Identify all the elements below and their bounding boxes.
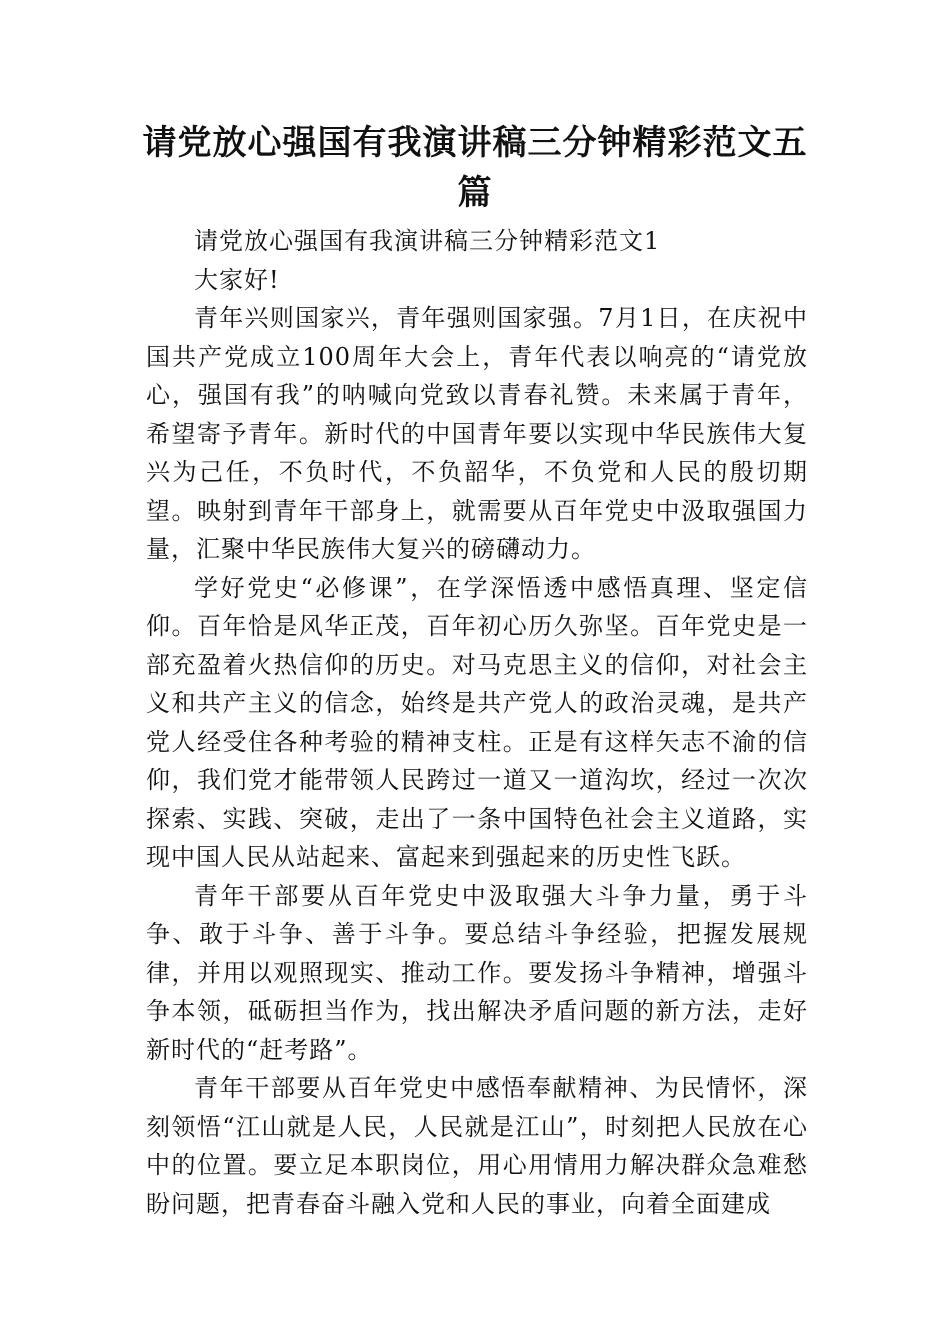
paragraph: 青年干部要从百年党史中汲取强大斗争力量，勇于斗争、敢于斗争、善于斗争。要总结斗争经验，把握发展规律，并用以观照现实、推动工作。要发扬斗争精神，增强斗争本领，砥砺担当作为，找出解决矛盾问题的新方法，走好新时代的“赶考路”。 xyxy=(146,881,808,1064)
document-subtitle: 请党放心强国有我演讲稿三分钟精彩范文1 xyxy=(194,227,661,255)
greeting-line: 大家好! xyxy=(194,265,280,294)
paragraph: 青年兴则国家兴，青年强则国家强。7月1日，在庆祝中国共产党成立100周年大会上，青年代表以响亮的“请党放心，强国有我”的呐喊向党致以青春礼赞。未来属于青年，希望寄予青年。新时代的中国青年要以实现中华民族伟大复兴为己任，不负时代，不负韶华，不负党和人民的殷切期望。映射到青年干部身上，就需要从百年党史中汲取强国力量，汇聚中华民族伟大复兴的磅礴动力。 xyxy=(146,304,808,563)
document-title: 请党放心强国有我演讲稿三分钟精彩范文五篇 xyxy=(142,123,808,213)
document-body xyxy=(146,222,808,1223)
paragraph: 青年干部要从百年党史中感悟奉献精神、为民情怀，深刻领悟“江山就是人民，人民就是江山”，时刻把人民放在心中的位置。要立足本职岗位，用心用情用力解决群众急难愁盼问题，把青春奋斗融入党和人民的事业，向着全面建成 xyxy=(146,1074,808,1218)
paragraph: 学好党史“必修课”，在学深悟透中感悟真理、坚定信仰。百年恰是风华正茂，百年初心历久弥坚。百年党史是一部充盈着火热信仰的历史。对马克思主义的信仰，对社会主义和共产主义的信念，始终是共产党人的政治灵魂，是共产党人经受住各种考验的精神支柱。正是有这样矢志不渝的信仰，我们党才能带领人民跨过一道又一道沟坎，经过一次次探索、实践、突破，走出了一条中国特色社会主义道路，实现中国人民从站起来、富起来到强起来的历史性飞跃。 xyxy=(146,573,808,871)
